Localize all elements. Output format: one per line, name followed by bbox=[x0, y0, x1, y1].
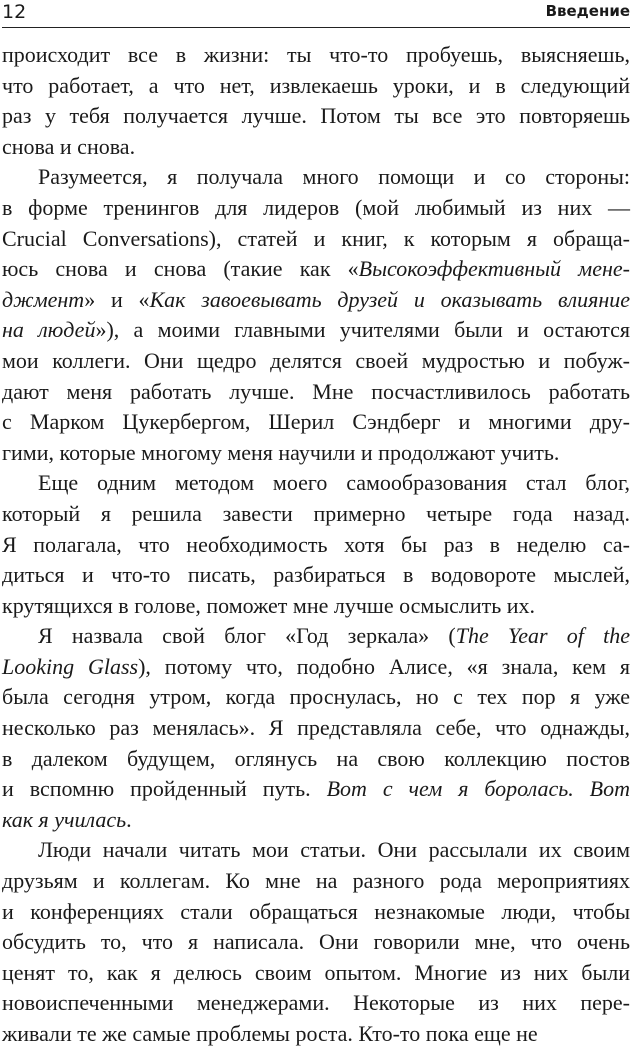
text-segment: Разумеется, я получала много помощи и со стороны: bbox=[38, 164, 630, 190]
text-segment: юсь снова и снова (такие как « bbox=[2, 256, 359, 282]
text-segment: несколько раз менялась». Я представляла себе, что однажды, bbox=[2, 715, 630, 741]
page-number: 12 bbox=[2, 1, 27, 23]
text-segment: который я решила завести примерно четыре года назад. bbox=[2, 500, 630, 526]
text-line bbox=[2, 774, 630, 805]
text-line bbox=[2, 530, 630, 561]
text-segment: Я назвала свой блог «Год зеркала» ( bbox=[38, 623, 456, 649]
text-line bbox=[2, 499, 630, 530]
italic-text: как я училась bbox=[2, 806, 127, 832]
text-line bbox=[2, 315, 630, 346]
header-rule bbox=[2, 27, 630, 28]
text-line bbox=[2, 162, 630, 193]
text-line bbox=[2, 621, 630, 652]
text-line bbox=[2, 193, 630, 224]
text-line bbox=[2, 805, 630, 836]
text-line bbox=[2, 958, 630, 989]
text-segment: живали те же самые проблемы роста. Кто-то пока еще не bbox=[2, 1021, 538, 1046]
text-segment: мои коллеги. Они щедро делятся своей мудростью и побуж- bbox=[2, 347, 630, 373]
text-segment: в форме тренингов для лидеров (мой любимый из них — bbox=[2, 194, 630, 220]
text-line bbox=[2, 468, 630, 499]
text-line bbox=[2, 132, 630, 163]
text-segment: новоиспеченными менеджерами. Некоторые из них пере- bbox=[2, 990, 630, 1016]
text-line bbox=[2, 652, 630, 683]
text-line bbox=[2, 713, 630, 744]
text-line bbox=[2, 101, 630, 132]
text-line bbox=[2, 897, 630, 928]
text-segment: в далеком будущем, оглянусь на свою коллекцию постов bbox=[2, 745, 630, 771]
text-segment: диться и что-то писать, разбираться в водовороте мыслей, bbox=[2, 562, 630, 588]
text-segment: и конференциях стали обращаться незнакомые люди, чтобы bbox=[2, 898, 630, 924]
text-segment: »), а моими главными учителями были и остаются bbox=[95, 317, 630, 343]
body-text bbox=[2, 40, 630, 1050]
italic-text: The Year of the bbox=[455, 623, 631, 649]
text-segment: . bbox=[126, 806, 132, 832]
page-header bbox=[2, 0, 630, 28]
text-segment: ), потому что, подобно Алисе, «я знала, кем я bbox=[138, 653, 630, 679]
text-line bbox=[2, 254, 630, 285]
text-line bbox=[2, 560, 630, 591]
text-segment: Еще одним методом моего самообразования стал блог, bbox=[38, 470, 630, 496]
text-line bbox=[2, 438, 630, 469]
text-segment: происходит все в жизни: ты что-то пробуешь, выясняешь, bbox=[2, 42, 630, 67]
text-segment: Я полагала, что необходимость хотя бы раз в неделю са- bbox=[2, 531, 630, 557]
text-segment: Люди начали читать мои статьи. Они рассылали их своим bbox=[38, 837, 630, 863]
text-segment: раз у тебя получается лучше. Потом ты все это повторяешь bbox=[2, 103, 630, 129]
text-line bbox=[2, 988, 630, 1019]
text-line bbox=[2, 927, 630, 958]
text-segment: что работает, а что нет, извлекаешь уроки, и в следующий bbox=[2, 72, 630, 98]
text-line bbox=[2, 71, 630, 102]
text-line bbox=[2, 407, 630, 438]
text-line bbox=[2, 682, 630, 713]
text-segment: крутящихся в голове, поможет мне лучше осмыслить их. bbox=[2, 592, 536, 618]
text-segment: Crucial Conversations), статей и книг, к которым я обраща- bbox=[2, 225, 630, 251]
running-head: Введение bbox=[545, 2, 630, 20]
text-line bbox=[2, 40, 630, 71]
italic-text: Высокоэффективный мене- bbox=[358, 256, 630, 282]
text-segment: снова и снова. bbox=[2, 133, 136, 159]
italic-text: Looking Glass bbox=[2, 653, 139, 679]
text-line bbox=[2, 224, 630, 255]
text-line bbox=[2, 346, 630, 377]
text-segment: с Марком Цукербергом, Шерил Сэндберг и многими дру- bbox=[2, 409, 630, 435]
text-segment: и вспомню пройденный путь. bbox=[2, 776, 327, 802]
text-segment: » и « bbox=[84, 286, 150, 312]
text-segment: гими, которые многому меня научили и продолжают учить. bbox=[2, 439, 560, 465]
text-line bbox=[2, 285, 630, 316]
text-line bbox=[2, 866, 630, 897]
text-line bbox=[2, 377, 630, 408]
italic-text: Как завоевывать друзей и оказывать влияние bbox=[149, 286, 630, 312]
text-segment: дают меня работать лучше. Мне посчастливилось работать bbox=[2, 378, 630, 404]
text-line bbox=[2, 744, 630, 775]
italic-text: на людей bbox=[2, 317, 96, 343]
italic-text: Вот с чем я боролась. Вот bbox=[326, 776, 631, 802]
text-line bbox=[2, 835, 630, 866]
text-segment: была сегодня утром, когда проснулась, но с тех пор я уже bbox=[2, 684, 630, 710]
text-segment: ценят то, как я делюсь своим опытом. Многие из них были bbox=[2, 959, 630, 985]
italic-text: джмент bbox=[2, 286, 85, 312]
text-line bbox=[2, 591, 630, 622]
text-segment: обсудить то, что я написала. Они говорили мне, что очень bbox=[2, 929, 630, 955]
text-segment: друзьям и коллегам. Ко мне на разного рода мероприятиях bbox=[2, 868, 630, 894]
